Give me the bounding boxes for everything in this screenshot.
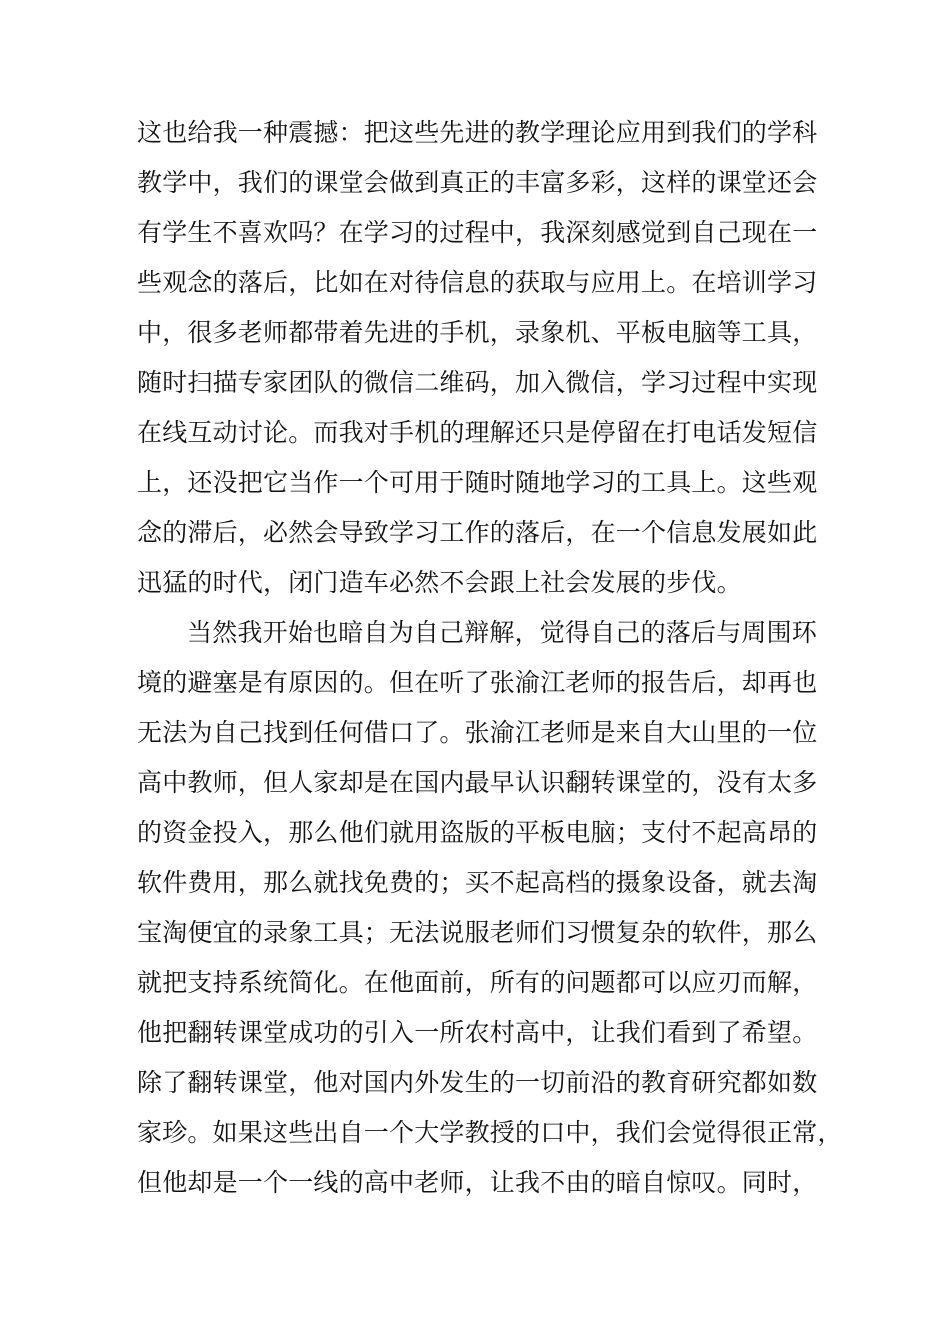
text-line: 迅猛的时代，闭门造车必然不会跟上社会发展的步伐。 <box>137 568 742 597</box>
text-line: 除了翻转课堂，他对国内外发生的一切前沿的教育研究都如数 <box>137 1068 818 1097</box>
text-line: 有学生不喜欢吗？在学习的过程中，我深刻感觉到自己现在一 <box>137 218 818 247</box>
text-line: 教学中，我们的课堂会做到真正的丰富多彩，这样的课堂还会 <box>137 168 818 197</box>
text-line: 他把翻转课堂成功的引入一所农村高中，让我们看到了希望。 <box>137 1018 818 1047</box>
text-line: 些观念的落后，比如在对待信息的获取与应用上。在培训学习 <box>137 268 818 297</box>
text-line: 但他却是一个一线的高中老师，让我不由的暗自惊叹。同时， <box>137 1168 818 1197</box>
text-line: 就把支持系统简化。在他面前，所有的问题都可以应刃而解， <box>137 968 818 997</box>
text-line: 家珍。如果这些出自一个大学教授的口中，我们会觉得很正常， <box>137 1118 843 1147</box>
text-line: 高中教师，但人家却是在国内最早认识翻转课堂的，没有太多 <box>137 768 818 797</box>
body-text <box>137 108 843 1208</box>
text-line: 这也给我一种震撼：把这些先进的教学理论应用到我们的学科 <box>137 118 818 147</box>
text-line: 上，还没把它当作一个可用于随时随地学习的工具上。这些观 <box>137 468 818 497</box>
paragraph-start-line: 当然我开始也暗自为自己辩解，觉得自己的落后与周围环 <box>187 618 818 647</box>
text-line: 宝淘便宜的录象工具；无法说服老师们习惯复杂的软件，那么 <box>137 918 818 947</box>
text-line: 在线互动讨论。而我对手机的理解还只是停留在打电话发短信 <box>137 418 818 447</box>
text-line: 无法为自己找到任何借口了。张渝江老师是来自大山里的一位 <box>137 718 818 747</box>
text-line: 境的避塞是有原因的。但在听了张渝江老师的报告后，却再也 <box>137 668 818 697</box>
text-line: 软件费用，那么就找免费的；买不起高档的摄象设备，就去淘 <box>137 868 818 897</box>
text-line: 的资金投入，那么他们就用盗版的平板电脑；支付不起高昂的 <box>137 818 818 847</box>
text-line: 念的滞后，必然会导致学习工作的落后，在一个信息发展如此 <box>137 518 818 547</box>
text-line: 中，很多老师都带着先进的手机，录象机、平板电脑等工具， <box>137 318 818 347</box>
text-line: 随时扫描专家团队的微信二维码，加入微信，学习过程中实现 <box>137 368 818 397</box>
